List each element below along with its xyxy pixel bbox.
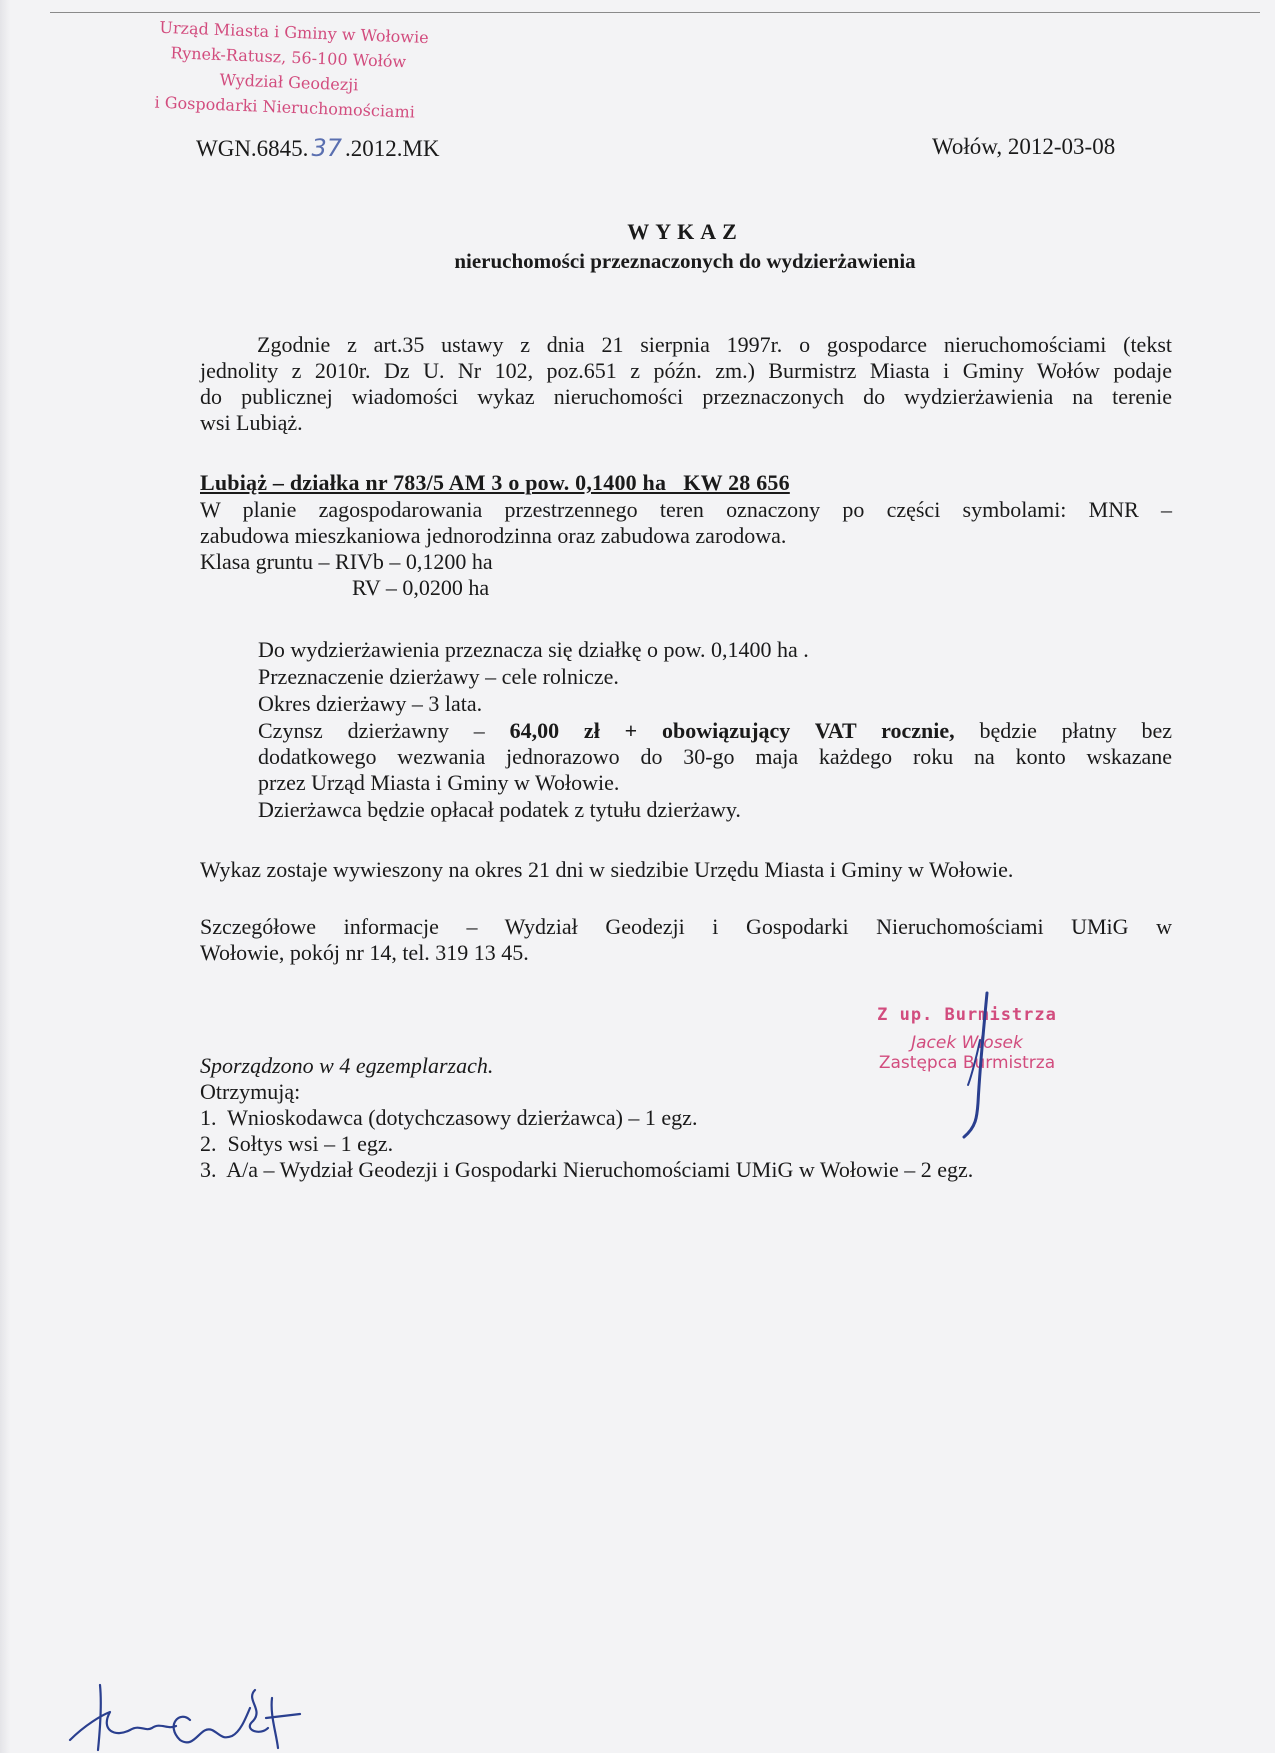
parcel-heading: Lubiąż – działka nr 783/5 AM 3 o pow. 0,1400 ha KW 28 656 [200, 470, 790, 495]
handwritten-number: 37 [311, 134, 342, 162]
handwritten-initials [40, 1670, 310, 1753]
recipient-item: 3. A/a – Wydział Geodezji i Gospodarki Nieruchomościami UMiG w Wołowie – 2 egz. [200, 1157, 974, 1182]
soil-class-line: RV – 0,0200 ha [352, 575, 490, 600]
details-paragraph [200, 914, 1172, 966]
signature-stamp-line: Z up. Burmistrza [877, 1005, 1057, 1025]
office-stamp [136, 14, 460, 126]
intro-line: do publicznej wiadomości wykaz nieruchomości przeznaczonych do wydzierżawienia na terenie [200, 384, 1172, 409]
signature-stamp-line: Jacek Włosek [911, 1033, 1023, 1053]
tax-line: Dzierżawca będzie opłacał podatek z tytułu dzierżawy. [258, 797, 741, 822]
intro-line: wsi Lubiąż. [200, 410, 303, 435]
stamp-line: Urząd Miasta i Gminy w Wołowie [159, 17, 429, 48]
ref-suffix: .2012.MK [344, 136, 440, 161]
stamp-line: i Gospodarki Nieruchomościami [154, 92, 416, 122]
intro-paragraph [200, 332, 1172, 436]
recipient-item: 2. Sołtys wsi – 1 egz. [200, 1131, 394, 1156]
ref-prefix: WGN.6845. [196, 136, 309, 161]
lease-line: Przeznaczenie dzierżawy – cele rolnicze. [258, 664, 619, 689]
stamp-line: Rynek-Ratusz, 56-100 Wołów [170, 43, 407, 72]
signature-stamp-line: Zastępca Burmistrza [878, 1053, 1056, 1073]
details-line: Wołowie, pokój nr 14, tel. 319 13 45. [200, 940, 529, 965]
document-subtitle: nieruchomości przeznaczonych do wydzierżawienia [454, 249, 916, 273]
soil-class-line: Klasa gruntu – RIVb – 0,1200 ha [200, 549, 493, 574]
recipient-item: 1. Wnioskodawca (dotychczasowy dzierżawca) – 1 egz. [200, 1105, 698, 1130]
reference-number [196, 134, 440, 162]
plan-line: W planie zagospodarowania przestrzennego teren oznaczony po części symbolami: MNR – [200, 497, 1172, 522]
rent-amount: 64,00 zł + obowiązujący VAT rocznie, [509, 718, 955, 743]
rent-line: przez Urząd Miasta i Gminy w Wołowie. [258, 770, 620, 795]
details-line: Szczegółowe informacje – Wydział Geodezji i Gospodarki Nieruchomościami UMiG w [200, 914, 1172, 939]
posting-notice: Wykaz zostaje wywieszony na okres 21 dni w siedzibie Urzędu Miasta i Gminy w Wołowie. [200, 857, 1014, 882]
lease-line: Do wydzierżawienia przeznacza się działkę o pow. 0,1400 ha . [258, 637, 809, 662]
distribution [200, 1053, 973, 1183]
top-rule [50, 12, 1260, 13]
intro-line: jednolity z 2010r. Dz U. Nr 102, poz.651 z późn. zm.) Burmistrz Miasta i Gminy Wołów podaje [200, 358, 1172, 383]
document-date: Wołów, 2012-03-08 [932, 134, 1116, 159]
intro-line: Zgodnie z art.35 ustawy z dnia 21 sierpnia 1997r. o gospodarce nieruchomościami (tekst [257, 332, 1172, 357]
lease-line: Okres dzierżawy – 3 lata. [258, 691, 483, 716]
stamp-line: Wydział Geodezji [219, 70, 359, 95]
plan-line: zabudowa mieszkaniowa jednorodzinna oraz zabudowa zarodowa. [200, 523, 787, 548]
rent-suffix: będzie płatny bez [979, 718, 1173, 743]
copies-note: Sporządzono w 4 egzemplarzach. [200, 1053, 494, 1078]
rent-prefix: Czynsz dzierżawny – [258, 718, 485, 743]
recipients-label: Otrzymują: [200, 1079, 301, 1104]
rent-line [258, 718, 1172, 744]
document-title: WYKAZ [627, 219, 743, 244]
parcel-description [200, 497, 1172, 601]
rent-line: dodatkowego wezwania jednorazowo do 30-go maja każdego roku na konto wskazane [258, 744, 1172, 769]
lease-terms [258, 637, 1172, 823]
